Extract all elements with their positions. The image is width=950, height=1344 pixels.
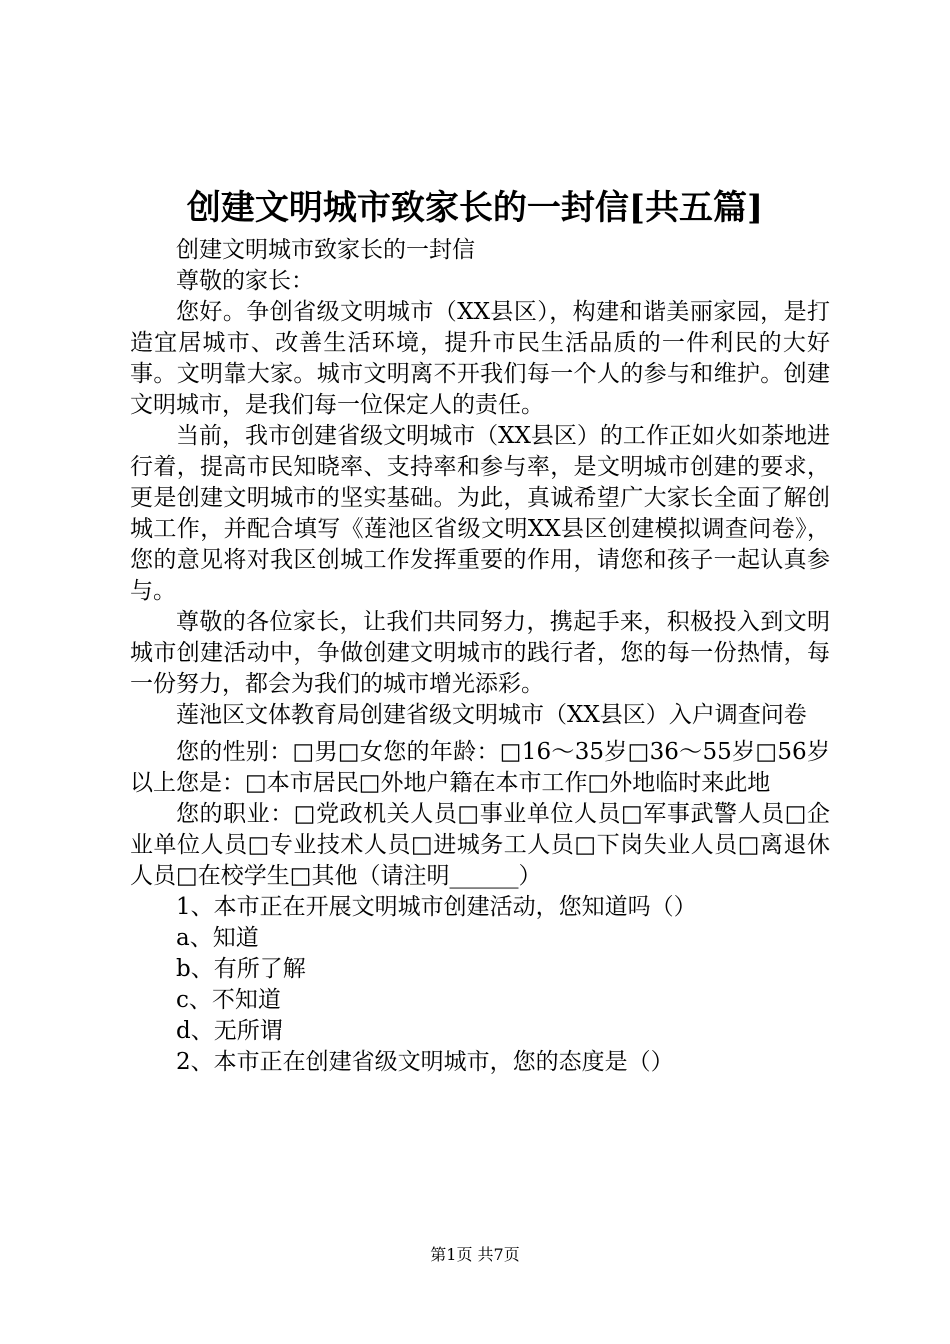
letter-paragraph-current-work: 当前，我市创建省级文明城市（XX县区）的工作正如火如荼地进行着，提高市民知晓率、支持率和参与率，是文明城市创建的要求，更是创建文明城市的坚实基础。为此，真诚希望广大家长全面了解创城工作，并配合填写《莲池区省级文明XX县区创建模拟调查问卷》，您的意见将对我区创城工作发挥重要的作用，请您和孩子一起认真参与。 xyxy=(130,423,830,604)
survey-question-1-option-c: c、不知道 xyxy=(176,987,281,1013)
page-footer: 第1页 共7页 xyxy=(430,1245,520,1264)
document-title: 创建文明城市致家长的一封信[共五篇] xyxy=(186,188,764,228)
survey-occupation: 您的职业：□党政机关人员□事业单位人员□军事武警人员□企业单位人员□专业技术人员□进城务工人员□下岗失业人员□离退休人员□在校学生□其他（请注明______） xyxy=(130,801,830,889)
letter-paragraph-greeting: 您好。争创省级文明城市（XX县区），构建和谐美丽家园，是打造宜居城市、改善生活环境，提升市民生活品质的一件利民的大好事。文明靠大家。城市文明离不开我们每一个人的参与和维护。创建文明城市，是我们每一位保定人的责任。 xyxy=(130,299,830,418)
survey-question-1-option-a: a、知道 xyxy=(176,925,259,951)
survey-section xyxy=(130,737,830,1078)
document-body xyxy=(130,235,830,1078)
letter-subtitle: 创建文明城市致家长的一封信 xyxy=(176,237,475,263)
letter-paragraph-appeal: 尊敬的各位家长，让我们共同努力，携起手来，积极投入到文明城市创建活动中，争做创建文明城市的践行者，您的每一份热情，每一份努力，都会为我们的城市增光添彩。 xyxy=(130,609,830,697)
survey-basic-info: 您的性别：□男□女您的年龄：□16～35岁□36～55岁□56岁以上您是：□本市居民□外地户籍在本市工作□外地临时来此地 xyxy=(130,739,830,796)
survey-title: 莲池区文体教育局创建省级文明城市（XX县区）入户调查问卷 xyxy=(176,702,807,728)
survey-question-1-option-b: b、有所了解 xyxy=(176,956,306,982)
letter-salutation: 尊敬的家长： xyxy=(176,268,314,294)
survey-question-1: 1、本市正在开展文明城市创建活动，您知道吗（） xyxy=(176,894,697,920)
survey-question-2: 2、本市正在创建省级文明城市，您的态度是（） xyxy=(176,1049,674,1075)
survey-question-1-option-d: d、无所谓 xyxy=(176,1018,283,1044)
